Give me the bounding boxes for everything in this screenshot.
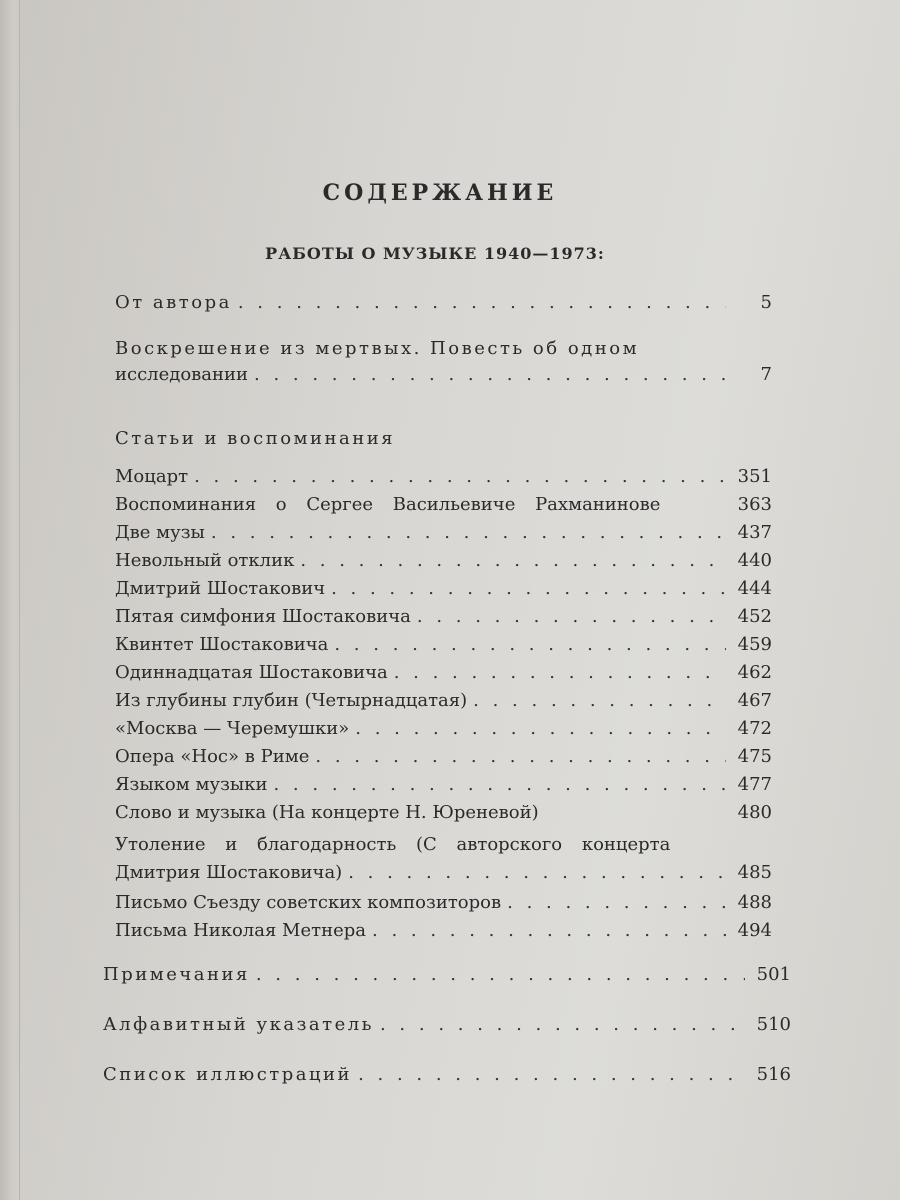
toc-entry-page: 5: [760, 292, 772, 313]
toc-entry: [115, 578, 772, 606]
leader-dots: [300, 550, 726, 571]
toc-entry-page: 363: [737, 494, 772, 515]
toc-entry-index: [103, 1014, 791, 1042]
toc-entry-gratitude-line1: [115, 834, 772, 862]
leader-dots: [273, 774, 726, 795]
toc-entry-label: Слово и музыка (На концерте Н. Юреневой): [115, 802, 539, 823]
section-title: РАБОТЫ О МУЗЫКЕ 1940—1973:: [265, 244, 605, 263]
leader-dots: [334, 634, 726, 655]
toc-entry-page: 480: [737, 802, 772, 823]
toc-entry: [115, 550, 772, 578]
toc-entry: [115, 802, 772, 830]
toc-entry: [115, 494, 772, 522]
toc-entry-label: Письмо Съезду советских композиторов: [115, 892, 502, 913]
leader-dots: [507, 892, 726, 913]
leader-dots: [473, 690, 726, 711]
leader-dots: [358, 1064, 745, 1085]
leader-dots: [348, 862, 726, 883]
leader-dots: [394, 662, 726, 683]
toc-entry-label: Опера «Нос» в Риме: [115, 746, 310, 767]
toc-entry-label: исследовании: [115, 364, 249, 385]
leader-dots: [372, 920, 726, 941]
toc-entry-page: 467: [737, 690, 772, 711]
leader-dots: [331, 578, 726, 599]
toc-entry-label: Квинтет Шостаковича: [115, 634, 329, 655]
toc-entry-label: Языком музыки: [115, 774, 268, 795]
toc-entry-label: Воскрешение из мертвых. Повесть об одном: [115, 338, 640, 359]
toc-entry: [115, 662, 772, 690]
toc-entry-label: Алфавитный указатель: [103, 1014, 374, 1035]
toc-entry-page: 501: [756, 964, 791, 985]
leader-dots: [211, 522, 726, 543]
toc-entry-resurrection-line1: [115, 338, 772, 366]
toc-entry-page: 472: [737, 718, 772, 739]
toc-entry-resurrection: [115, 364, 772, 392]
toc-entry: [115, 466, 772, 494]
toc-entry-label: Воспоминания о Сергее Васильевиче Рахманинове: [115, 494, 661, 515]
toc-entry-page: 452: [737, 606, 772, 627]
toc-entry-label: От автора: [115, 292, 232, 313]
toc-entry: [115, 522, 772, 550]
leader-dots: [380, 1014, 745, 1035]
toc-entry: [115, 690, 772, 718]
leader-dots: [256, 964, 745, 985]
leader-dots: [315, 746, 726, 767]
toc-entry-label: Пятая симфония Шостаковича: [115, 606, 411, 627]
toc-entry-label: Две музы: [115, 522, 205, 543]
leader-dots: [417, 606, 726, 627]
toc-entry-page: 477: [737, 774, 772, 795]
page-title: СОДЕРЖАНИЕ: [322, 180, 558, 206]
toc-entry: [115, 746, 772, 774]
toc-entry: [115, 606, 772, 634]
toc-entry: [115, 892, 772, 920]
toc-entry: [115, 718, 772, 746]
toc-entry-page: 462: [737, 662, 772, 683]
toc-entry: [115, 774, 772, 802]
toc-entry-label: Одиннадцатая Шостаковича: [115, 662, 388, 683]
toc-entry-page: 444: [737, 578, 772, 599]
toc-entry-label: Из глубины глубин (Четырнадцатая): [115, 690, 468, 711]
toc-entry-page: 488: [737, 892, 772, 913]
toc-entry-page: 494: [737, 920, 772, 941]
toc-entry-page: 510: [756, 1014, 791, 1035]
toc-entry-page: 459: [737, 634, 772, 655]
toc-entry-label: Список иллюстраций: [103, 1064, 353, 1085]
toc-entry-label: Дмитрия Шостаковича): [115, 862, 343, 883]
toc-entry-label: Дмитрий Шостакович: [115, 578, 326, 599]
toc-entry-page: 516: [756, 1064, 791, 1085]
toc-entry: [115, 920, 772, 948]
toc-entry-label: Моцарт: [115, 466, 189, 487]
toc-entry-label: Невольный отклик: [115, 550, 295, 571]
toc-entry-page: 440: [737, 550, 772, 571]
articles-heading: Статьи и воспоминания: [115, 428, 396, 449]
toc-entry-label: Утоление и благодарность (С авторского концерта: [115, 834, 671, 855]
toc-entry-from-author: [115, 292, 772, 320]
leader-dots: [238, 292, 726, 313]
toc-entry-notes: [103, 964, 791, 992]
toc-entry-gratitude: [115, 862, 772, 890]
toc-entry-illustrations: [103, 1064, 791, 1092]
toc-entry-label: Письма Николая Метнера: [115, 920, 366, 941]
toc-entry-label: «Москва — Черемушки»: [115, 718, 350, 739]
toc-entry-page: 437: [737, 522, 772, 543]
toc-entry-label: Примечания: [103, 964, 250, 985]
leader-dots: [355, 718, 726, 739]
toc-entry-page: 351: [737, 466, 772, 487]
toc-entry-page: 475: [737, 746, 772, 767]
toc-entry-page: 485: [737, 862, 772, 883]
leader-dots: [254, 364, 726, 385]
toc-entry-page: 7: [760, 364, 772, 385]
leader-dots: [194, 466, 726, 487]
toc-entry: [115, 634, 772, 662]
